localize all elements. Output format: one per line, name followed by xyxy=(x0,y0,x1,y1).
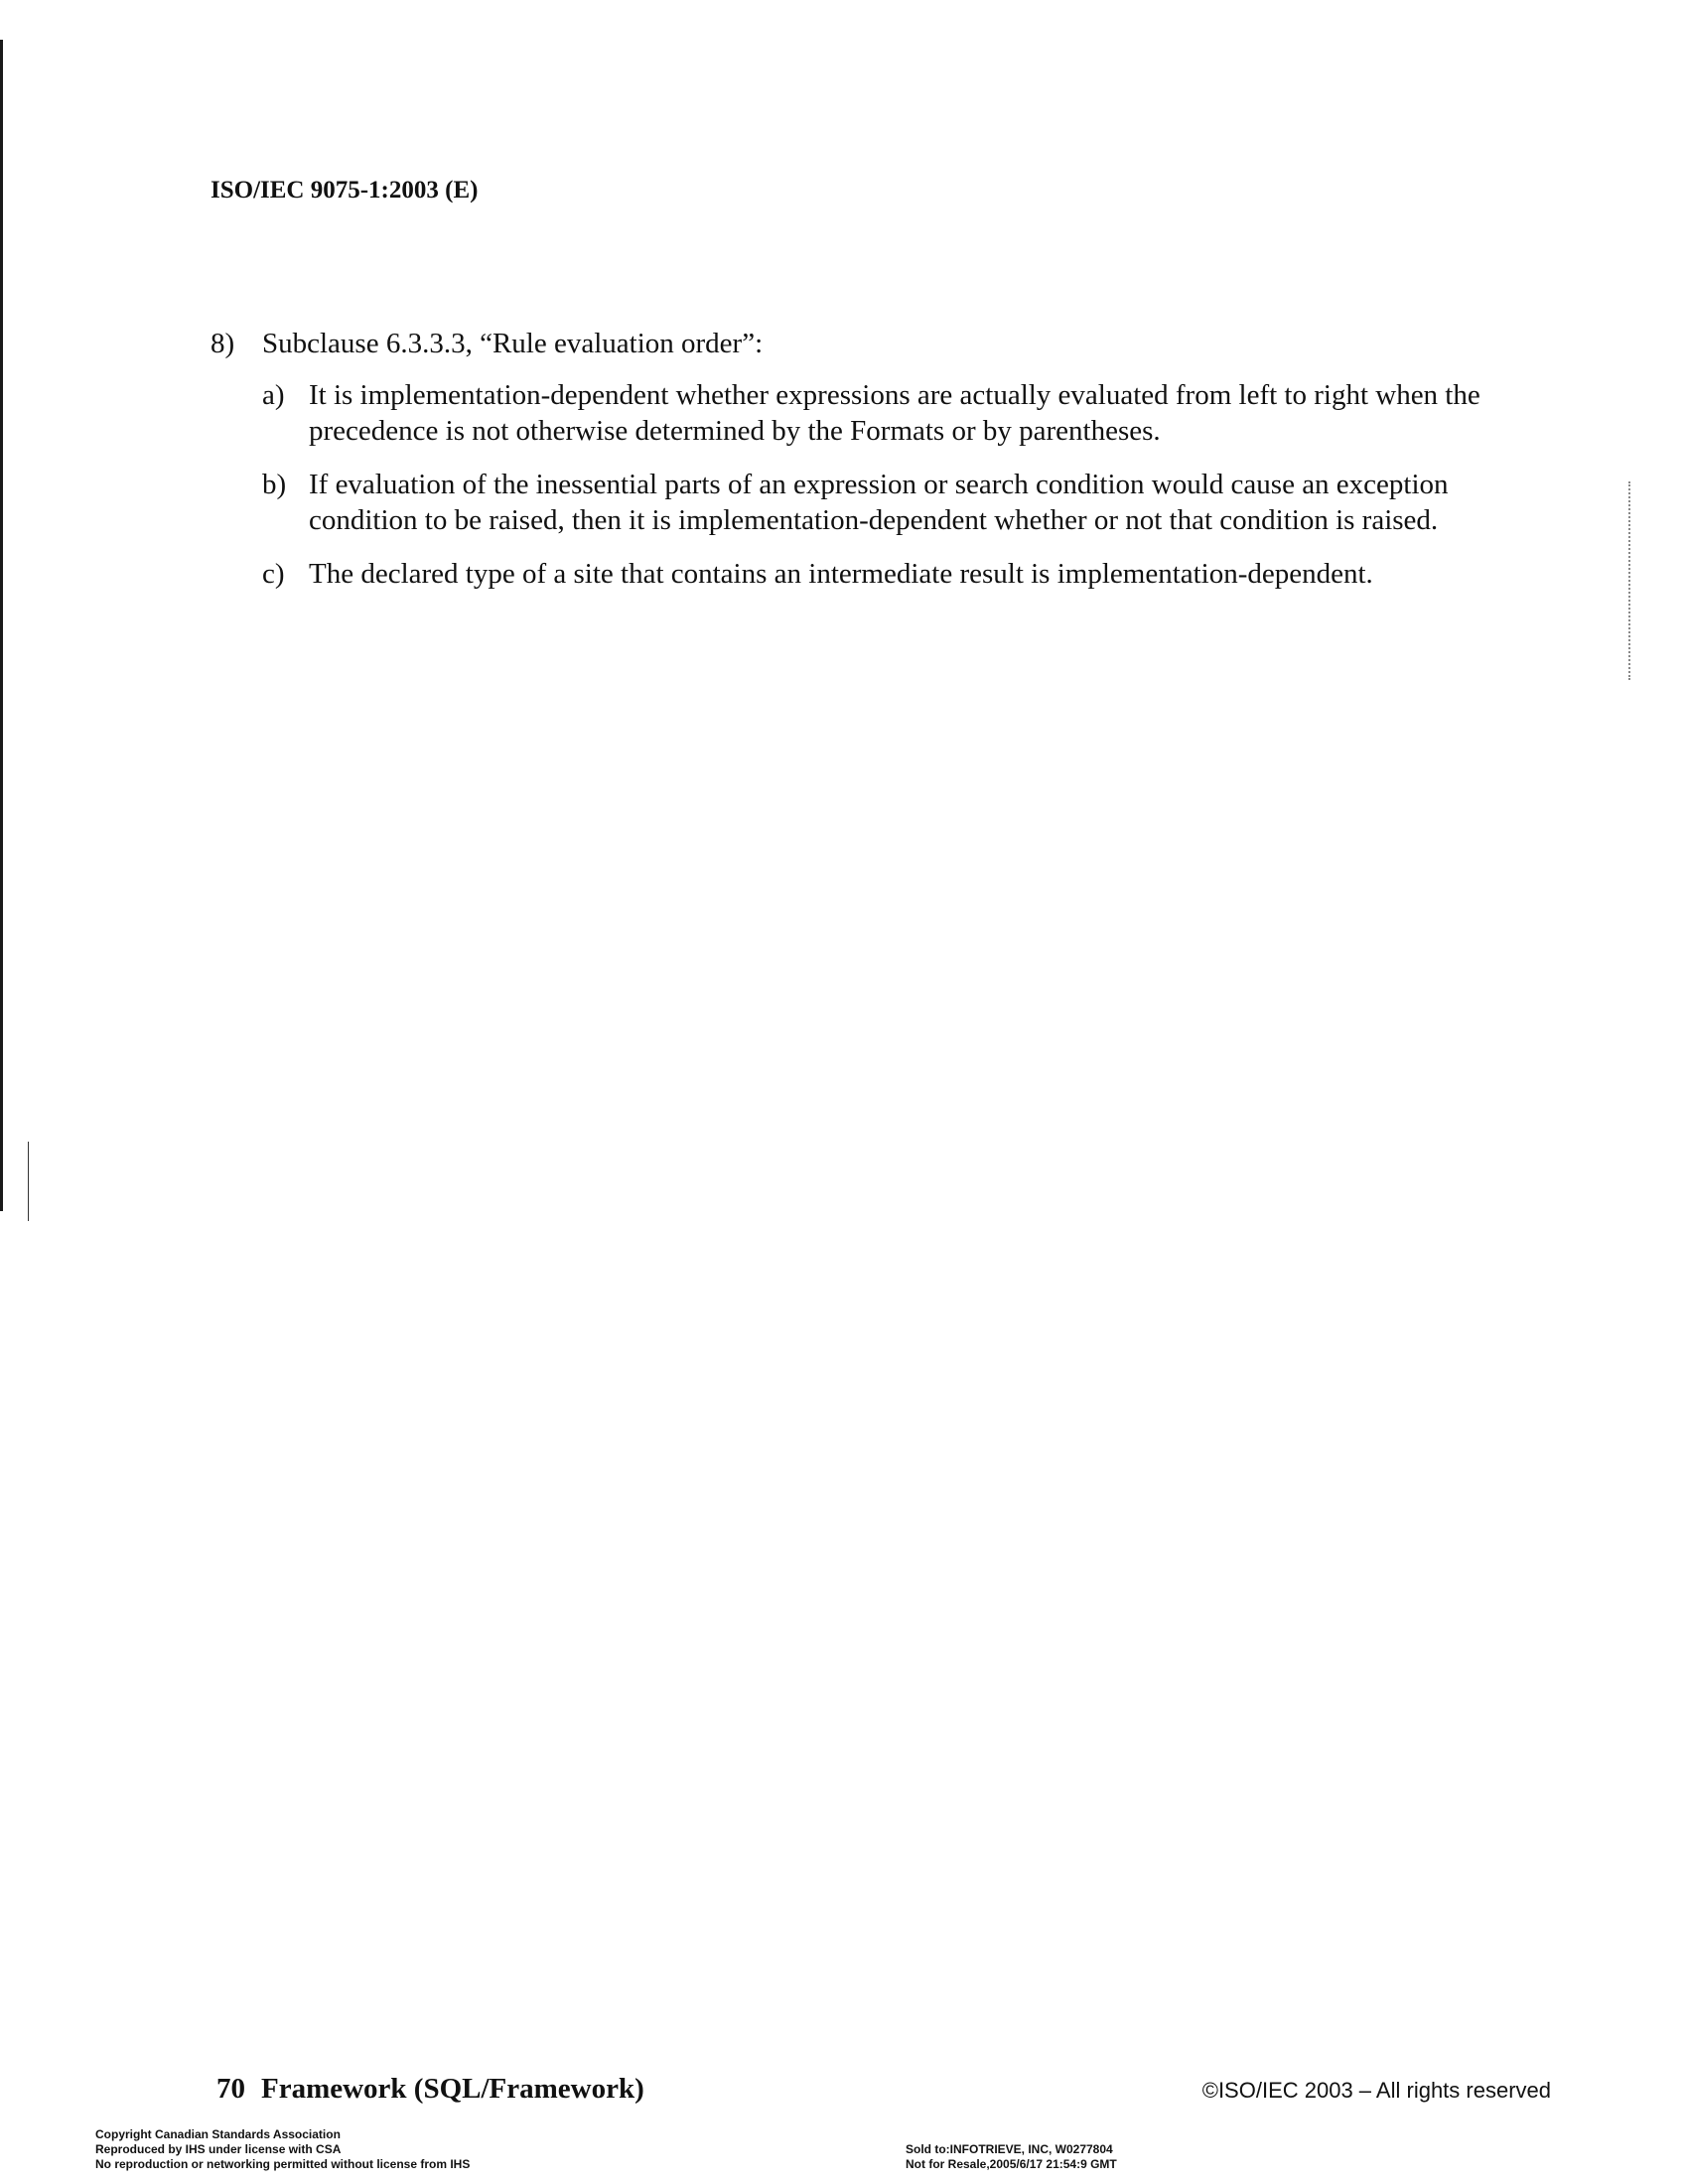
clause-item-8 xyxy=(211,326,1561,361)
document-header: ISO/IEC 9075-1:2003 (E) xyxy=(211,177,479,204)
part-title: Framework (SQL/Framework) xyxy=(261,2073,644,2105)
sub-item-text: The declared type of a site that contains an intermediate result is implementation-dependent. xyxy=(309,558,1373,590)
license-line: Copyright Canadian Standards Association xyxy=(95,2127,341,2141)
sale-notice xyxy=(906,2142,1117,2172)
sub-item-label: c) xyxy=(262,558,285,590)
license-notice xyxy=(95,2127,470,2172)
clause-content xyxy=(211,326,1561,610)
clause-sublist xyxy=(211,377,1561,592)
sub-item-text: It is implementation-dependent whether expressions are actually evaluated from left to right when the precedence is not otherwise determined by the Formats or by parentheses. xyxy=(309,379,1480,447)
sub-item-b xyxy=(262,467,1561,538)
clause-number: 8) xyxy=(211,328,235,359)
sale-line: Not for Resale,2005/6/17 21:54:9 GMT xyxy=(906,2157,1117,2171)
scan-dot-artifact xyxy=(1628,481,1636,680)
license-line: Reproduced by IHS under license with CSA xyxy=(95,2142,342,2156)
sub-item-label: a) xyxy=(262,379,285,411)
sale-line: Sold to:INFOTRIEVE, INC, W0277804 xyxy=(906,2142,1113,2156)
sub-item-a xyxy=(262,377,1561,449)
sub-item-label: b) xyxy=(262,469,287,500)
page-footer-title xyxy=(216,2073,644,2106)
clause-title: Subclause 6.3.3.3, “Rule evaluation order”: xyxy=(262,328,764,359)
scan-edge-line xyxy=(0,40,3,1211)
scan-edge-mark xyxy=(28,1142,29,1221)
sub-item-text: If evaluation of the inessential parts of an expression or search condition would cause an exception condition to be raised, then it is implementation-dependent whether or not that condition is raised. xyxy=(309,469,1449,536)
copyright-notice: ©ISO/IEC 2003 – All rights reserved xyxy=(1201,2078,1551,2103)
sub-item-c xyxy=(262,556,1561,592)
license-line: No reproduction or networking permitted without license from IHS xyxy=(95,2157,471,2171)
page-number: 70 xyxy=(216,2073,245,2105)
